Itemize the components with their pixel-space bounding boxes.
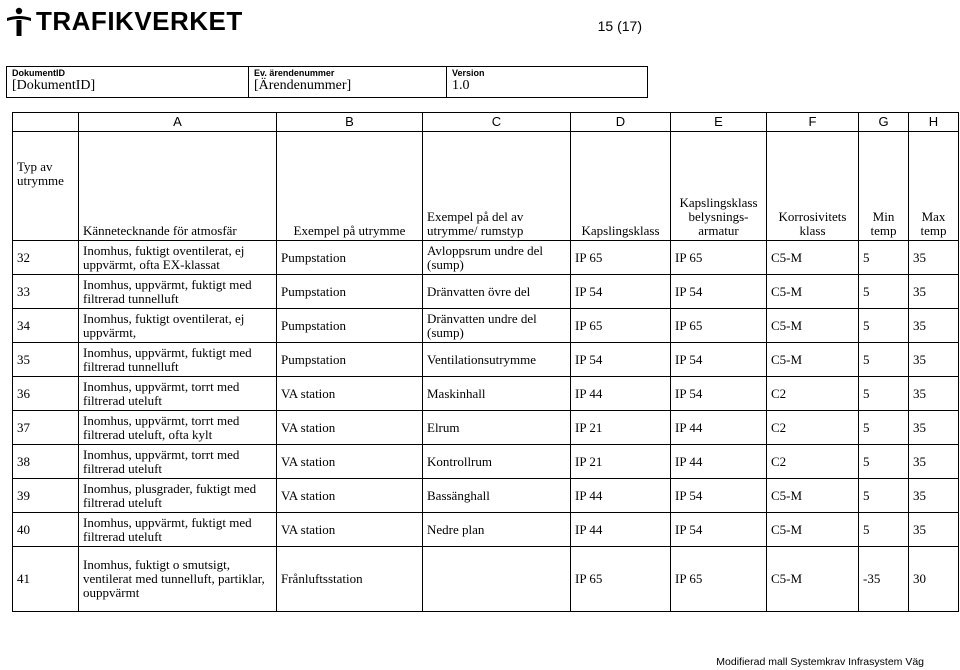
enclosure-class-cell: IP 44 [571, 479, 671, 513]
row-id: 39 [13, 479, 79, 513]
header-min-temp: Min temp [859, 132, 909, 241]
corrosivity-cell: C5-M [767, 547, 859, 612]
lighting-class-cell: IP 65 [671, 547, 767, 612]
corrosivity-cell: C5-M [767, 275, 859, 309]
row-id: 36 [13, 377, 79, 411]
column-letter: C [423, 113, 571, 132]
min-temp-cell: 5 [859, 445, 909, 479]
header-room-type: Exempel på del av utrymme/ rumstyp [423, 132, 571, 241]
atmosphere-cell: Inomhus, fuktigt oventilerat, ej uppvärmt, ofta EX-klassat [79, 241, 277, 275]
version-value: 1.0 [452, 78, 470, 93]
max-temp-cell: 35 [909, 275, 959, 309]
column-letter: B [277, 113, 423, 132]
row-id: 37 [13, 411, 79, 445]
row-id: 38 [13, 445, 79, 479]
lighting-class-cell: IP 54 [671, 377, 767, 411]
corrosivity-cell: C5-M [767, 309, 859, 343]
trafikverket-logo [6, 6, 243, 37]
atmosphere-cell: Inomhus, plusgrader, fuktigt med filtrerad uteluft [79, 479, 277, 513]
room-type-cell: Nedre plan [423, 513, 571, 547]
header-atmosphere: Kännetecknande för atmosfär [79, 132, 277, 241]
example-space-cell: VA station [277, 513, 423, 547]
corrosivity-cell: C5-M [767, 513, 859, 547]
example-space-cell: Frånluftsstation [277, 547, 423, 612]
atmosphere-cell: Inomhus, uppvärmt, torrt med filtrerad uteluft [79, 445, 277, 479]
example-space-cell: VA station [277, 377, 423, 411]
enclosure-class-cell: IP 44 [571, 513, 671, 547]
column-letter: D [571, 113, 671, 132]
lighting-class-cell: IP 54 [671, 513, 767, 547]
min-temp-cell: 5 [859, 343, 909, 377]
min-temp-cell: 5 [859, 241, 909, 275]
min-temp-cell: -35 [859, 547, 909, 612]
version-label: Version [452, 68, 485, 78]
room-type-cell: Maskinhall [423, 377, 571, 411]
max-temp-cell: 35 [909, 241, 959, 275]
table-row [13, 547, 959, 612]
enclosure-class-cell: IP 65 [571, 309, 671, 343]
room-type-cell: Elrum [423, 411, 571, 445]
enclosure-class-cell: IP 44 [571, 377, 671, 411]
table-row [13, 445, 959, 479]
max-temp-cell: 35 [909, 377, 959, 411]
max-temp-cell: 30 [909, 547, 959, 612]
header-corrosivity-class: Korrosivitets klass [767, 132, 859, 241]
max-temp-cell: 35 [909, 309, 959, 343]
table-row [13, 241, 959, 275]
atmosphere-cell: Inomhus, fuktigt o smutsigt, ventilerat med tunnelluft, partiklar, ouppvärmt [79, 547, 277, 612]
room-type-cell [423, 547, 571, 612]
example-space-cell: Pumpstation [277, 241, 423, 275]
max-temp-cell: 35 [909, 479, 959, 513]
header-row-type: Typ av utrymme [13, 132, 79, 241]
table-row [13, 309, 959, 343]
version-cell [447, 67, 647, 97]
corrosivity-cell: C5-M [767, 479, 859, 513]
lighting-class-cell: IP 44 [671, 411, 767, 445]
header-example-space: Exempel på utrymme [277, 132, 423, 241]
min-temp-cell: 5 [859, 377, 909, 411]
table-row [13, 343, 959, 377]
logo-text: TRAFIKVERKET [36, 6, 243, 36]
case-number-value: [Ärendenummer] [254, 78, 352, 93]
table-row [13, 377, 959, 411]
header-row [13, 132, 959, 241]
max-temp-cell: 35 [909, 445, 959, 479]
row-id: 40 [13, 513, 79, 547]
example-space-cell: VA station [277, 411, 423, 445]
min-temp-cell: 5 [859, 479, 909, 513]
atmosphere-cell: Inomhus, uppvärmt, torrt med filtrerad uteluft, ofta kylt [79, 411, 277, 445]
example-space-cell: Pumpstation [277, 309, 423, 343]
lighting-class-cell: IP 65 [671, 241, 767, 275]
column-letter: E [671, 113, 767, 132]
enclosure-class-cell: IP 21 [571, 445, 671, 479]
doc-id-label: DokumentID [12, 68, 66, 78]
page-number: 15 (17) [597, 18, 642, 34]
case-number-label: Ev. ärendenummer [254, 68, 335, 78]
example-space-cell: Pumpstation [277, 275, 423, 309]
corrosivity-cell: C5-M [767, 241, 859, 275]
footer-text: Modifierad mall Systemkrav Infrasystem Väg [716, 656, 924, 668]
atmosphere-cell: Inomhus, fuktigt oventilerat, ej uppvärmt, [79, 309, 277, 343]
max-temp-cell: 35 [909, 513, 959, 547]
column-letter: H [909, 113, 959, 132]
row-id: 33 [13, 275, 79, 309]
corrosivity-cell: C2 [767, 445, 859, 479]
table-row [13, 275, 959, 309]
min-temp-cell: 5 [859, 411, 909, 445]
min-temp-cell: 5 [859, 275, 909, 309]
column-letter-row [13, 113, 959, 132]
enclosure-class-cell: IP 21 [571, 411, 671, 445]
logo-icon [6, 7, 32, 37]
lighting-class-cell: IP 54 [671, 479, 767, 513]
column-letter: F [767, 113, 859, 132]
enclosure-class-cell: IP 54 [571, 275, 671, 309]
header-enclosure-class: Kapslingsklass [571, 132, 671, 241]
table-row [13, 479, 959, 513]
enclosure-class-cell: IP 65 [571, 241, 671, 275]
row-id: 41 [13, 547, 79, 612]
column-letter: G [859, 113, 909, 132]
lighting-class-cell: IP 65 [671, 309, 767, 343]
enclosure-class-cell: IP 65 [571, 547, 671, 612]
column-letter: A [79, 113, 277, 132]
case-number-cell [249, 67, 447, 97]
row-id: 32 [13, 241, 79, 275]
atmosphere-cell: Inomhus, uppvärmt, fuktigt med filtrerad tunnelluft [79, 275, 277, 309]
corrosivity-cell: C2 [767, 411, 859, 445]
room-type-cell: Dränvatten övre del [423, 275, 571, 309]
room-type-cell: Bassänghall [423, 479, 571, 513]
atmosphere-cell: Inomhus, uppvärmt, fuktigt med filtrerad uteluft [79, 513, 277, 547]
header-max-temp: Max temp [909, 132, 959, 241]
row-id: 34 [13, 309, 79, 343]
table-row [13, 513, 959, 547]
row-id: 35 [13, 343, 79, 377]
room-type-cell: Avloppsrum undre del (sump) [423, 241, 571, 275]
doc-id-value: [DokumentID] [12, 78, 96, 93]
lighting-class-cell: IP 54 [671, 343, 767, 377]
corrosivity-cell: C5-M [767, 343, 859, 377]
table-row [13, 411, 959, 445]
header-lighting-enclosure-class: Kapslingsklass belysnings-armatur [671, 132, 767, 241]
lighting-class-cell: IP 44 [671, 445, 767, 479]
max-temp-cell: 35 [909, 411, 959, 445]
atmosphere-cell: Inomhus, uppvärmt, torrt med filtrerad uteluft [79, 377, 277, 411]
corner-cell [13, 113, 79, 132]
doc-id-cell [7, 67, 249, 97]
corrosivity-cell: C2 [767, 377, 859, 411]
lighting-class-cell: IP 54 [671, 275, 767, 309]
min-temp-cell: 5 [859, 309, 909, 343]
requirements-table [12, 112, 959, 612]
example-space-cell: VA station [277, 479, 423, 513]
enclosure-class-cell: IP 54 [571, 343, 671, 377]
document-meta-box [6, 66, 648, 98]
min-temp-cell: 5 [859, 513, 909, 547]
room-type-cell: Ventilationsutrymme [423, 343, 571, 377]
atmosphere-cell: Inomhus, uppvärmt, fuktigt med filtrerad tunnelluft [79, 343, 277, 377]
example-space-cell: Pumpstation [277, 343, 423, 377]
room-type-cell: Kontrollrum [423, 445, 571, 479]
max-temp-cell: 35 [909, 343, 959, 377]
room-type-cell: Dränvatten undre del (sump) [423, 309, 571, 343]
example-space-cell: VA station [277, 445, 423, 479]
